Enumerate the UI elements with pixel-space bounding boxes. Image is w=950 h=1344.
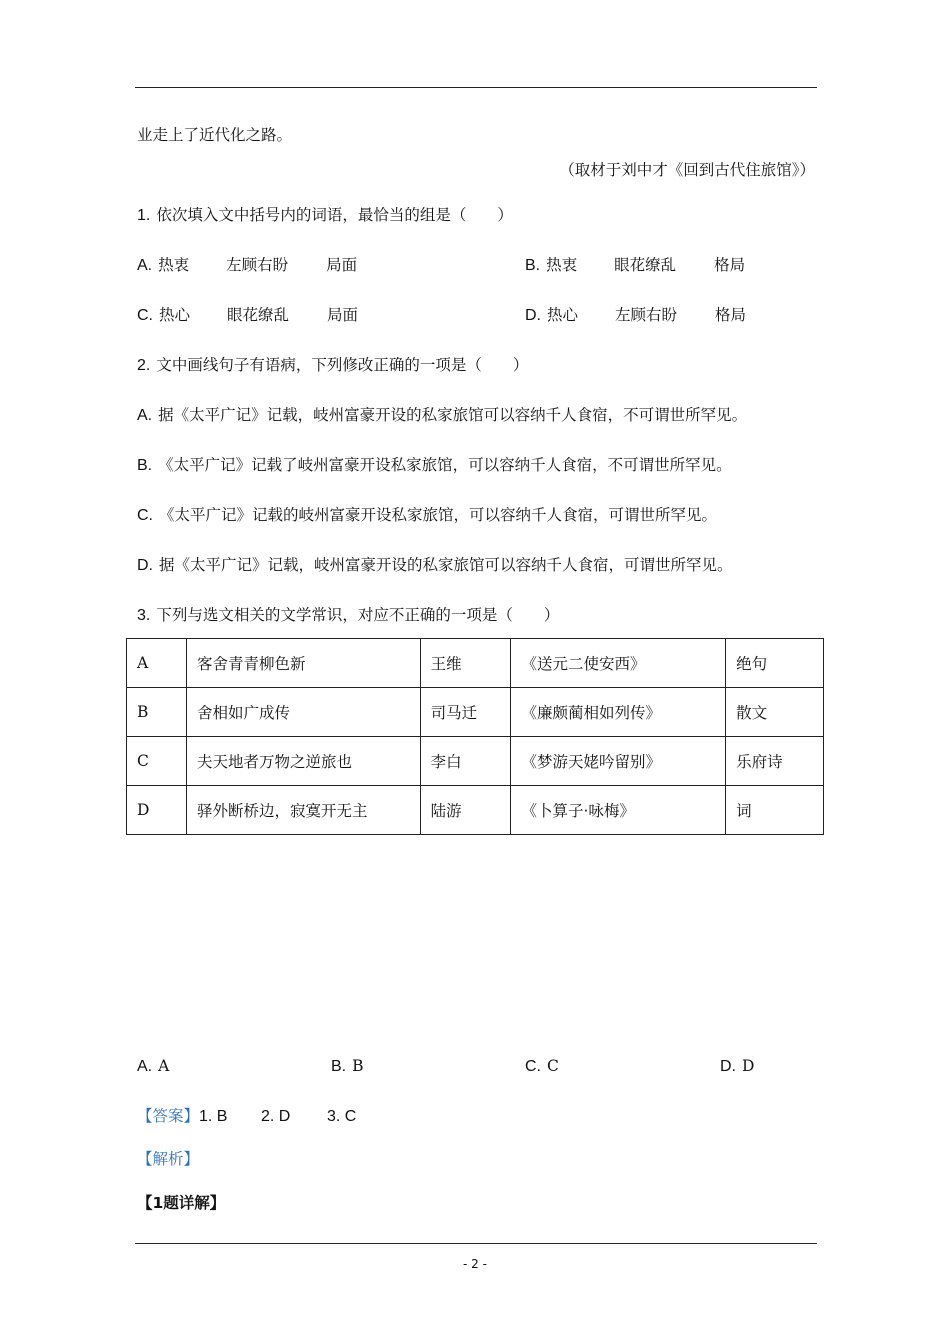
option-word: 局面	[327, 306, 359, 324]
q2-number: 2.	[137, 357, 151, 374]
page-number: - 2 -	[463, 1257, 487, 1271]
q1-number: 1.	[137, 207, 151, 224]
table-cell: 王维	[420, 639, 511, 688]
q3-choice-a	[137, 1056, 169, 1077]
option-letter: B.	[525, 257, 541, 274]
q1-option-a	[137, 255, 357, 276]
q2-option-c	[137, 505, 717, 526]
option-word: 局面	[326, 256, 358, 274]
answer-label: 【答案】	[137, 1107, 200, 1125]
table-cell: 司马迁	[420, 688, 511, 737]
table-cell: 驿外断桥边，寂寞开无主	[186, 786, 420, 835]
q3-stem-text: 下列与选文相关的文学常识，对应不正确的一项是（ ）	[156, 606, 560, 624]
footer-rule	[135, 1243, 817, 1244]
option-word: 左顾右盼	[226, 256, 289, 274]
table-cell: 《卜算子·咏梅》	[511, 786, 726, 835]
answer-item: 3. C	[327, 1108, 357, 1125]
table-cell: 《送元二使安西》	[511, 639, 726, 688]
q2-option-d	[137, 555, 733, 576]
table-cell: B	[127, 688, 187, 737]
q3-stem	[137, 605, 559, 626]
q1-stem-text: 依次填入文中括号内的词语，最恰当的组是（ ）	[156, 206, 513, 224]
table-cell: 《廉颇蔺相如列传》	[511, 688, 726, 737]
option-word: 热心	[547, 306, 579, 324]
answer-item: 1. B	[199, 1108, 228, 1125]
option-text: C	[547, 1057, 559, 1075]
table-cell: D	[127, 786, 187, 835]
table-cell: C	[127, 737, 187, 786]
option-word: 格局	[715, 306, 747, 324]
q2-stem-text: 文中画线句子有语病，下列修改正确的一项是（ ）	[156, 356, 529, 374]
header-rule	[135, 87, 817, 88]
analysis-label: 【解析】	[137, 1150, 200, 1168]
q3-choice-b	[331, 1056, 364, 1077]
table-row	[127, 639, 824, 688]
option-letter: C.	[137, 307, 153, 324]
option-letter: A.	[137, 257, 153, 274]
q3-choice-c	[525, 1056, 559, 1077]
q1-option-c	[137, 305, 358, 326]
table-cell: 散文	[726, 688, 824, 737]
option-word: 格局	[714, 256, 746, 274]
table-cell: 舍相如广成传	[186, 688, 420, 737]
table-cell: 夫天地者万物之逆旅也	[186, 737, 420, 786]
option-letter: C.	[525, 1058, 541, 1075]
table-cell: 《梦游天姥吟留别》	[511, 737, 726, 786]
q1-option-b	[525, 255, 745, 276]
table-cell: A	[127, 639, 187, 688]
option-letter: B.	[137, 457, 153, 474]
table-cell: 李白	[420, 737, 511, 786]
table-cell: 客舍青青柳色新	[186, 639, 420, 688]
table-cell: 乐府诗	[726, 737, 824, 786]
table-row	[127, 737, 824, 786]
option-letter: B.	[331, 1058, 347, 1075]
q2-stem	[137, 355, 528, 376]
option-text: 据《太平广记》记载，岐州富豪开设的私家旅馆可以容纳千人食宿，可谓世所罕见。	[159, 556, 733, 574]
q3-choice-d	[720, 1056, 754, 1077]
option-text: 《太平广记》记载了岐州富豪开设私家旅馆，可以容纳千人食宿，不可谓世所罕见。	[158, 456, 732, 474]
table-cell: 绝句	[726, 639, 824, 688]
detail-label-text: 【1题详解】	[137, 1194, 226, 1212]
source-citation: （取材于刘中才《回到古代住旅馆》）	[559, 161, 815, 179]
detail-label	[137, 1193, 225, 1213]
option-letter: D.	[525, 307, 541, 324]
q2-option-b	[137, 455, 732, 476]
intro-tail: 业走上了近代化之路。	[137, 126, 293, 144]
table-cell: 陆游	[420, 786, 511, 835]
option-letter: C.	[137, 507, 153, 524]
table-cell: 词	[726, 786, 824, 835]
option-letter: A.	[137, 407, 153, 424]
table-row	[127, 786, 824, 835]
option-text: A	[158, 1057, 170, 1075]
option-letter: A.	[137, 1058, 153, 1075]
option-text: D	[742, 1057, 755, 1075]
option-word: 热衷	[546, 256, 578, 274]
answer-item: 2. D	[261, 1108, 291, 1125]
option-word: 热心	[159, 306, 191, 324]
option-text: 《太平广记》记载的岐州富豪开设私家旅馆，可以容纳千人食宿，可谓世所罕见。	[159, 506, 718, 524]
option-word: 左顾右盼	[615, 306, 678, 324]
option-text: B	[352, 1057, 364, 1075]
literature-table	[126, 638, 824, 835]
answer-line	[137, 1106, 356, 1127]
q1-option-d	[525, 305, 746, 326]
option-word: 眼花缭乱	[227, 306, 290, 324]
q3-number: 3.	[137, 607, 151, 624]
option-text: 据《太平广记》记载，岐州富豪开设的私家旅馆可以容纳千人食宿，不可谓世所罕见。	[158, 406, 748, 424]
option-word: 热衷	[158, 256, 190, 274]
q1-stem	[137, 205, 513, 226]
table-row	[127, 688, 824, 737]
option-word: 眼花缭乱	[614, 256, 677, 274]
option-letter: D.	[720, 1058, 736, 1075]
q2-option-a	[137, 405, 747, 426]
option-letter: D.	[137, 557, 153, 574]
